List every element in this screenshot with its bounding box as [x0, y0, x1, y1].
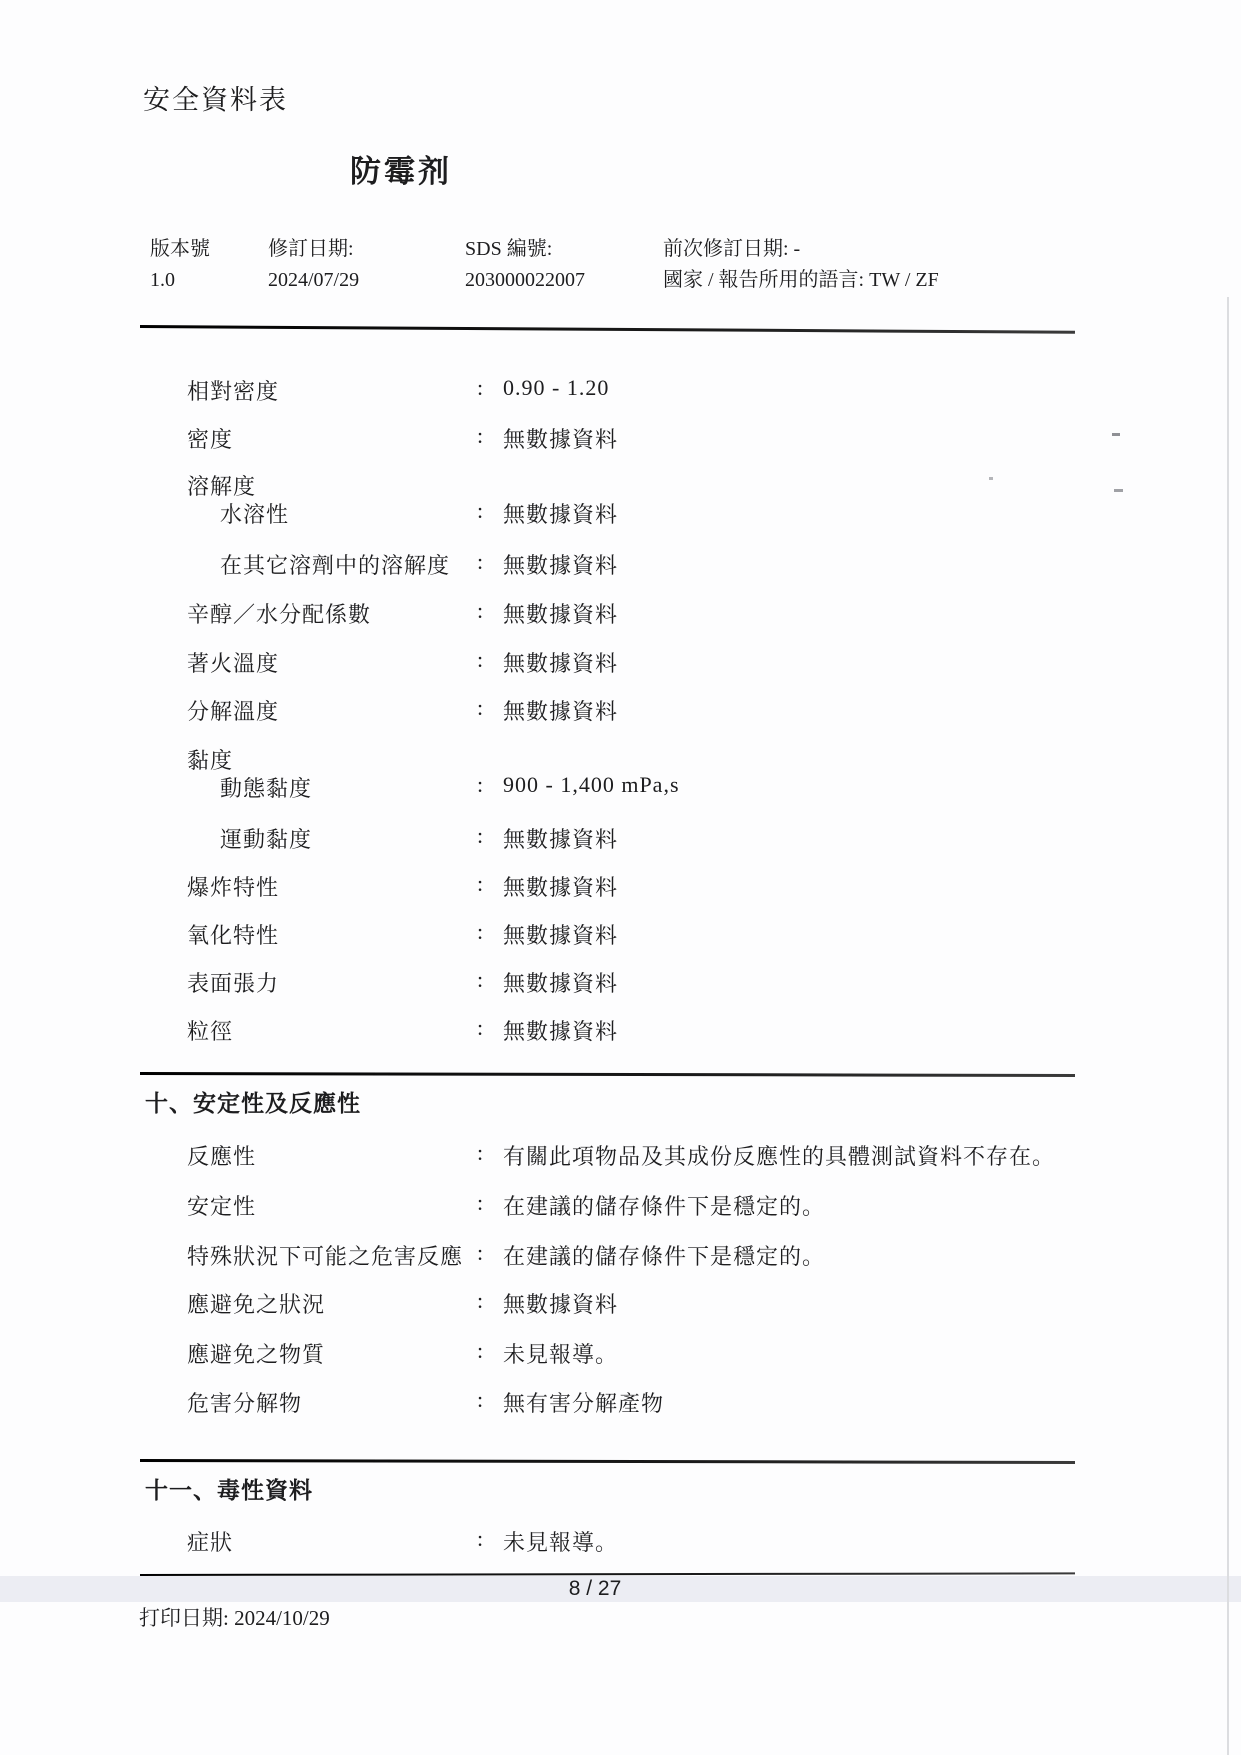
toxicity-value: 未見報導。 [503, 1530, 619, 1555]
meta-version-value: 1.0 [150, 269, 175, 291]
stability-label: 特殊狀況下可能之危害反應 [187, 1244, 464, 1269]
colon-separator: : [477, 498, 484, 523]
property-value: 無數據資料 [503, 427, 619, 452]
property-row [0, 871, 1120, 901]
toxicity-row [0, 1526, 1120, 1556]
stability-row [0, 1288, 1120, 1318]
colon-separator: : [477, 1288, 484, 1313]
property-label: 氧化特性 [187, 923, 280, 948]
stability-label: 反應性 [187, 1144, 257, 1169]
stability-value: 在建議的儲存條件下是穩定的。 [503, 1244, 826, 1269]
property-row [0, 598, 1120, 628]
property-row [0, 375, 1120, 405]
property-label: 著火溫度 [187, 651, 280, 676]
stability-value: 有關此項物品及其成份反應性的具體測試資料不存在。 [503, 1144, 1056, 1169]
stability-value: 無數據資料 [503, 1292, 619, 1317]
meta-sds-number-label: SDS 編號: [465, 238, 553, 260]
colon-separator: : [477, 871, 484, 896]
property-row [0, 549, 1120, 579]
colon-separator: : [477, 549, 484, 574]
property-label: 辛醇／水分配係數 [187, 602, 372, 627]
property-value: 無數據資料 [503, 602, 619, 627]
property-row [0, 1015, 1120, 1045]
colon-separator: : [477, 823, 484, 848]
property-label: 在其它溶劑中的溶解度 [220, 553, 451, 578]
property-label: 表面張力 [187, 971, 280, 996]
stability-label: 應避免之狀況 [187, 1292, 326, 1317]
stability-label: 安定性 [187, 1194, 257, 1219]
property-row [0, 423, 1120, 453]
colon-separator: : [477, 1140, 484, 1165]
colon-separator: : [477, 1240, 484, 1265]
meta-sds-number-value: 203000022007 [465, 269, 585, 291]
colon-separator: : [477, 967, 484, 992]
colon-separator: : [477, 1015, 484, 1040]
property-label: 水溶性 [220, 502, 290, 527]
property-label: 運動黏度 [220, 827, 313, 852]
stability-label: 應避免之物質 [187, 1342, 326, 1367]
property-value: 900 - 1,400 mPa,s [503, 772, 680, 797]
property-value: 無數據資料 [503, 971, 619, 996]
property-label: 爆炸特性 [187, 875, 280, 900]
colon-separator: : [477, 695, 484, 720]
property-row [0, 823, 1120, 853]
property-row [0, 772, 1120, 802]
property-label: 相對密度 [187, 379, 280, 404]
stability-row [0, 1240, 1120, 1270]
section-11-title: 十一、毒性資料 [145, 1478, 313, 1503]
colon-separator: : [477, 647, 484, 672]
stability-row [0, 1387, 1120, 1417]
scan-speck [1114, 489, 1123, 492]
colon-separator: : [477, 1387, 484, 1412]
meta-revision-date [268, 238, 359, 291]
section-10-divider-rule [140, 1072, 1075, 1077]
colon-separator: : [477, 919, 484, 944]
colon-separator: : [477, 1190, 484, 1215]
colon-separator: : [477, 375, 484, 400]
property-value: 無數據資料 [503, 827, 619, 852]
section-11-divider-rule [140, 1459, 1075, 1464]
section-10-title: 十、安定性及反應性 [145, 1091, 361, 1116]
property-value: 無數據資料 [503, 1019, 619, 1044]
stability-row [0, 1140, 1120, 1170]
colon-separator: : [477, 772, 484, 797]
property-label: 粒徑 [187, 1019, 234, 1044]
stability-label: 危害分解物 [187, 1391, 303, 1416]
colon-separator: : [477, 1338, 484, 1363]
property-value: 無數據資料 [503, 502, 619, 527]
stability-value: 未見報導。 [503, 1342, 619, 1367]
stability-value: 在建議的儲存條件下是穩定的。 [503, 1194, 826, 1219]
scan-page-edge-line [1227, 297, 1229, 1755]
toxicity-label: 症狀 [187, 1530, 234, 1555]
colon-separator: : [477, 598, 484, 623]
meta-sds-number [465, 238, 585, 291]
property-label: 動態黏度 [220, 776, 313, 801]
property-value: 無數據資料 [503, 699, 619, 724]
property-row [0, 647, 1120, 677]
meta-revision-date-label: 修訂日期: [268, 238, 354, 260]
print-date: 打印日期: 2024/10/29 [139, 1606, 330, 1630]
property-row [0, 967, 1120, 997]
header-divider-rule [140, 325, 1075, 334]
scan-speck [989, 477, 993, 480]
property-value: 無數據資料 [503, 553, 619, 578]
meta-previous-revision-label: 前次修訂日期: - [663, 238, 801, 260]
meta-revision-date-value: 2024/07/29 [268, 269, 360, 291]
meta-version-label: 版本號 [150, 238, 210, 260]
doc-title: 安全資料表 [143, 85, 288, 115]
stability-row [0, 1338, 1120, 1368]
stability-value: 無有害分解產物 [503, 1391, 665, 1416]
page-number: 8 / 27 [568, 1577, 622, 1600]
stability-row [0, 1190, 1120, 1220]
meta-previous-revision [663, 238, 939, 291]
property-value: 無數據資料 [503, 923, 619, 948]
meta-version [150, 238, 210, 291]
property-value: 無數據資料 [503, 875, 619, 900]
colon-separator: : [477, 423, 484, 448]
property-group-label: 黏度 [187, 748, 234, 773]
meta-country-language: 國家 / 報告所用的語言: TW / ZF [663, 269, 939, 291]
property-value: 0.90 - 1.20 [503, 375, 610, 400]
property-value: 無數據資料 [503, 651, 619, 676]
property-group-row [0, 470, 1120, 500]
scan-speck [1112, 433, 1120, 436]
property-group-label: 溶解度 [187, 474, 257, 499]
property-group-row [0, 744, 1120, 774]
colon-separator: : [477, 1526, 484, 1551]
property-label: 密度 [187, 427, 234, 452]
property-row [0, 919, 1120, 949]
property-label: 分解溫度 [187, 699, 280, 724]
property-row [0, 498, 1120, 528]
product-name: 防霉剂 [350, 154, 452, 189]
property-row [0, 695, 1120, 725]
